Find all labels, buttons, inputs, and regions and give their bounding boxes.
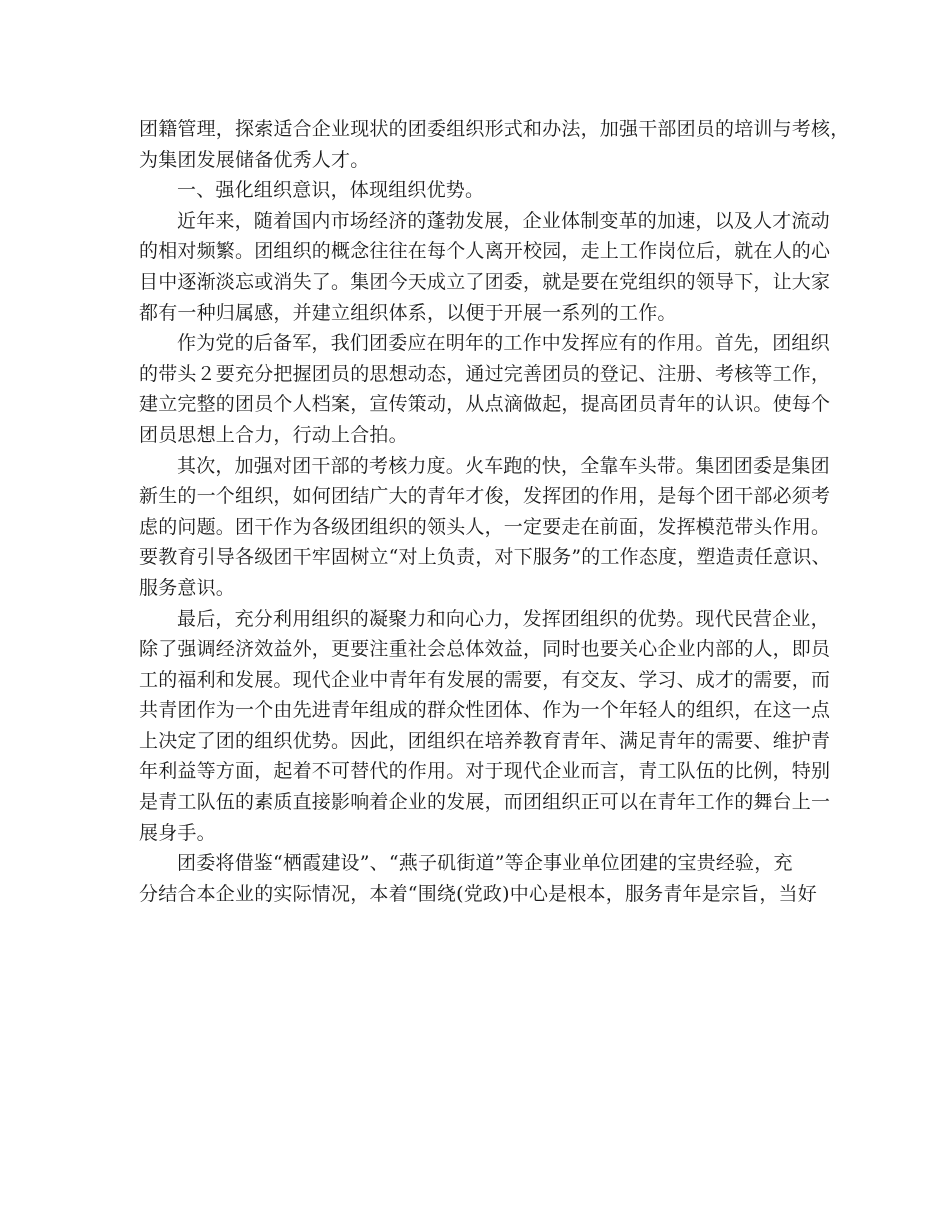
text-line: 团员思想上合力，行动上合拍。 xyxy=(139,423,408,446)
text-line: 虑的问题。团干作为各级团组织的领头人，一定要走在前面，发挥模范带头作用。 xyxy=(139,515,831,538)
text-line: 上决定了团的组织优势。因此，团组织在培养教育青年、满足青年的需要、维护青 xyxy=(139,729,831,752)
text-line: 工的福利和发展。现代企业中青年有发展的需要，有交友、学习、成才的需要，而 xyxy=(139,668,831,691)
text-line: 最后，充分利用组织的凝聚力和向心力，发挥团组织的优势。现代民营企业， xyxy=(177,607,830,630)
text-line: 一、强化组织意识，体现组织优势。 xyxy=(177,179,485,202)
text-line: 分结合本企业的实际情况，本着“围绕(党政)中心是根本，服务青年是宗旨，当好 xyxy=(139,882,817,905)
text-line: 展身手。 xyxy=(139,821,216,844)
text-line: 除了强调经济效益外，更要注重社会总体效益，同时也要关心企业内部的人，即员 xyxy=(139,638,831,661)
text-line: 其次，加强对团干部的考核力度。火车跑的快，全靠车头带。集团团委是集团 xyxy=(177,454,830,477)
text-line: 作为党的后备军，我们团委应在明年的工作中发挥应有的作用。首先，团组织 xyxy=(177,332,830,355)
text-line: 服务意识。 xyxy=(139,576,236,599)
text-line: 团委将借鉴“栖霞建设”、“燕子矶街道”等企事业单位团建的宝贵经验，充 xyxy=(177,852,793,875)
text-line: 目中逐渐淡忘或消失了。集团今天成立了团委，就是要在党组织的领导下，让大家 xyxy=(139,270,831,293)
document-body xyxy=(139,114,850,909)
text-line: 为集团发展储备优秀人才。 xyxy=(139,148,370,171)
text-line: 近年来，随着国内市场经济的蓬勃发展，企业体制变革的加速，以及人才流动 xyxy=(177,209,830,232)
text-line: 要教育引导各级团干牢固树立“对上负责，对下服务”的工作态度，塑造责任意识、 xyxy=(139,546,831,569)
text-line: 共青团作为一个由先进青年组成的群众性团体、作为一个年轻人的组织，在这一点 xyxy=(139,699,831,722)
text-line: 的相对频繁。团组织的概念往往在每个人离开校园，走上工作岗位后，就在人的心 xyxy=(139,240,831,263)
text-line: 建立完整的团员个人档案，宣传策动，从点滴做起，提高团员青年的认识。使每个 xyxy=(139,393,831,416)
text-line: 新生的一个组织，如何团结广大的青年才俊，发挥团的作用，是每个团干部必须考 xyxy=(139,485,831,508)
text-line: 是青工队伍的素质直接影响着企业的发展，而团组织正可以在青年工作的舞台上一 xyxy=(139,791,831,814)
text-line: 年利益等方面，起着不可替代的作用。对于现代企业而言，青工队伍的比例，特别 xyxy=(139,760,831,783)
text-line: 的带头２要充分把握团员的思想动态，通过完善团员的登记、注册、考核等工作， xyxy=(139,362,831,385)
text-line: 团籍管理，探索适合企业现状的团委组织形式和办法，加强干部团员的培训与考核， xyxy=(139,118,850,140)
text-line: 都有一种归属感，并建立组织体系，以便于开展一系列的工作。 xyxy=(139,301,677,324)
